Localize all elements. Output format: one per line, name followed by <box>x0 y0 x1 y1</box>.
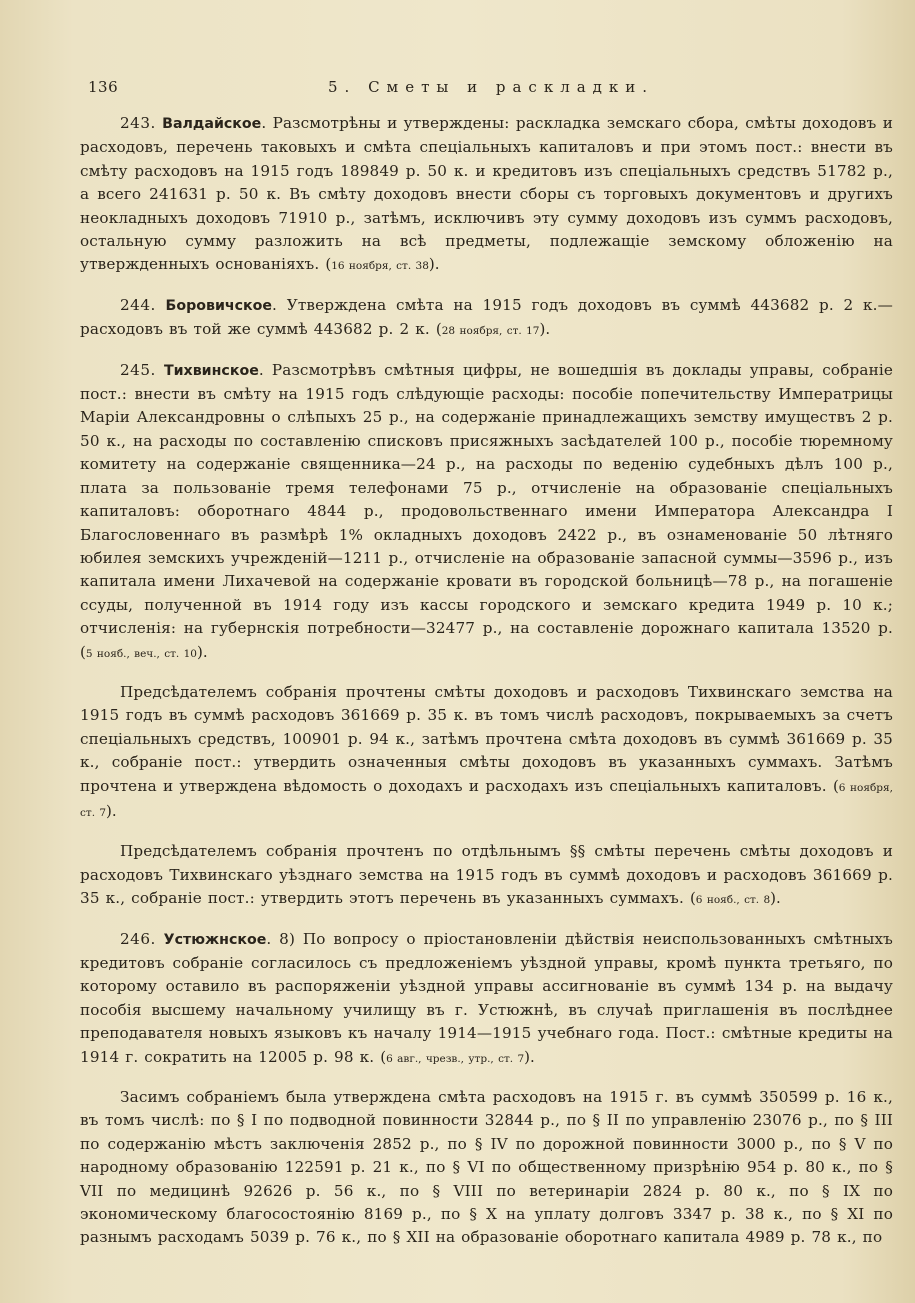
entry-number: 244. <box>120 295 156 314</box>
district-name: Тихвинское <box>163 362 259 379</box>
source-reference: ( 6 нояб., ст. 8 ). <box>690 894 781 906</box>
paragraph-expense-estimate <box>80 1086 893 1250</box>
source-reference: ( 28 ноября, ст. 17 ). <box>436 325 550 337</box>
paragraph-246 <box>80 928 893 1071</box>
paragraph-text: . Разсмотрѣны и утверждены: раскладка земскаго сбора, смѣты доходовъ и расходовъ, перечень таковыхъ и смѣта спеціальныхъ капиталовъ и при этомъ пост.: внести въ смѣту расходовъ на 1915 годъ 189849 р. 50 к. и кредитовъ изъ спеціальныхъ средствъ 51782 р., а всего 241631 р. 50 к. Въ смѣту доходовъ внести сборы съ торговыхъ документовъ и другихъ неокладныхъ доходовъ 71910 р., затѣмъ, исключивъ эту сумму доходовъ изъ суммъ расходовъ, остальную сумму разложить на всѣ предметы, подлежащіе земскому обложенію на утвержденныхъ основаніяхъ. <box>80 114 893 274</box>
running-title: 5. Сметы и раскладки. <box>328 78 655 96</box>
paragraph-text: . Утверждена смѣта на 1915 годъ доходовъ въ суммѣ 443682 р. 2 к.—расходовъ въ той же суммѣ 443682 р. 2 к. <box>80 295 894 339</box>
page-number: 136 <box>88 78 119 96</box>
paragraph-245 <box>80 359 893 666</box>
paragraph-text: . 8) По вопросу о пріостановленіи дѣйствія неиспользованныхъ смѣтныхъ кредитовъ собраніе согласилось съ предложеніемъ уѣздной управы, кромѣ пункта третьяго, по которому оставило въ распоряженіи уѣздной управы ассигнованіе въ суммѣ 134 р. на выдачу пособія высшему начальному училищу въ г. Устюжнѣ, въ случаѣ приглашенія въ послѣднее преподавателя новыхъ языковъ къ началу 1914—1915 учебнаго года. Пост.: смѣтные кредиты на 1914 г. сократить на 12005 р. 98 к. <box>80 929 893 1066</box>
source-reference: ( 16 ноября, ст. 38 ). <box>325 260 439 272</box>
paragraph-chairman-list <box>80 840 893 912</box>
paragraph-text: Предсѣдателемъ собранія прочтены смѣты доходовъ и расходовъ Тихвинскаго земства на 1915 годъ въ суммѣ расходовъ 361669 р. 35 к. въ томъ числѣ расходовъ, покрываемыхъ за счетъ спеціальныхъ средствъ, 100901 р. 94 к., затѣмъ прочтена смѣта доходовъ въ суммѣ 361669 р. 35 к., собраніе пост.: утвердить означенныя смѣты доходовъ въ указанныхъ суммахъ. Затѣмъ прочтена и утверждена вѣдомость о доходахъ и расходахъ изъ спеціальныхъ капиталовъ. <box>80 682 893 795</box>
entry-number: 243. <box>120 114 156 132</box>
district-name: Боровичское <box>165 297 273 314</box>
paragraph-text: . Разсмотрѣвъ смѣтныя цифры, не вошедшія въ доклады управы, собраніе пост.: внести въ смѣту на 1915 годъ слѣдующіе расходы: пособіе попечительству Императрицы Маріи Александровны о слѣпыхъ 25 р., на содержаніе принадлежащихъ земству имуществъ 2 р. 50 к., на расходы по составленію списковъ присяжныхъ засѣдателей 100 р., пособіе тюремному комитету на содержаніе священника—24 р., на расходы по веденію судебныхъ дѣлъ 100 р., плата за пользованіе тремя телефонами 75 р., отчисленіе на образованіе спеціальныхъ капиталовъ: оборотнаго 4844 р., продовольственнаго имени Императора Александра I Благословеннаго въ размѣрѣ 1% окладныхъ доходовъ 2422 р., въ ознаменованіе 50 лѣтняго юбилея земскихъ учрежденій—1211 р., отчисленіе на образованіе запасной суммы—3596 р., изъ капитала имени Лихачевой на содержаніе кровати въ городской больницѣ—78 р., на погашеніе ссуды, полученной въ 1914 году изъ кассы городского и земскаго кредита 1949 р. 10 к.; отчисленія: на губернскія потребности—32477 р., на составленіе дорожнаго капитала 13520 р. <box>80 360 893 638</box>
source-reference: ( 5 нояб., веч., ст. 10 ). <box>80 648 208 660</box>
page-body <box>80 112 893 1250</box>
paragraph-text: Засимъ собраніемъ была утверждена смѣта расходовъ на 1915 г. въ суммѣ 350599 р. 16 к., въ томъ числѣ: по § I по подводной повинности 32844 р., по § II по управленію 23076 р., по § III по содержанію мѣстъ заключенія 2852 р., по § IV по дорожной повинности 3000 р., по § V по народному образованію 122591 р. 21 к., по § VI по общественному призрѣнію 954 р. 80 к., по § VII по медицинѣ 92626 р. 56 к., по § VIII по ветеринаріи 2824 р. 80 к., по § IX по экономическому благосостоянію 8169 р., по § X на уплату долговъ 3347 р. 38 к., по § XI по разнымъ расходамъ 5039 р. 76 к., по § XII на образованіе оборотнаго капитала 4989 р. 78 к., по <box>80 1088 893 1247</box>
source-reference: ( 6 ноября, ст. 7 ). <box>80 782 893 819</box>
paragraph-243 <box>80 112 893 279</box>
source-reference: ( 6 авг., чрезв., утр., ст. 7 ). <box>380 1053 534 1065</box>
district-name: Устюжнское <box>163 931 267 948</box>
paragraph-text: Предсѣдателемъ собранія прочтенъ по отдѣльнымъ §§ смѣты перечень смѣты доходовъ и расходовъ Тихвинскаго уѣзднаго земства на 1915 годъ въ суммѣ доходовъ и расходовъ 361669 р. 35 к., собраніе пост.: утвердить этотъ перечень въ указанныхъ суммахъ. <box>80 842 893 908</box>
district-name: Валдайское <box>162 116 262 132</box>
entry-number: 245. <box>120 360 156 379</box>
page-header <box>80 72 893 102</box>
entry-number: 246. <box>120 929 156 948</box>
paragraph-chairman-estimates <box>80 681 893 825</box>
paragraph-244 <box>80 294 893 344</box>
